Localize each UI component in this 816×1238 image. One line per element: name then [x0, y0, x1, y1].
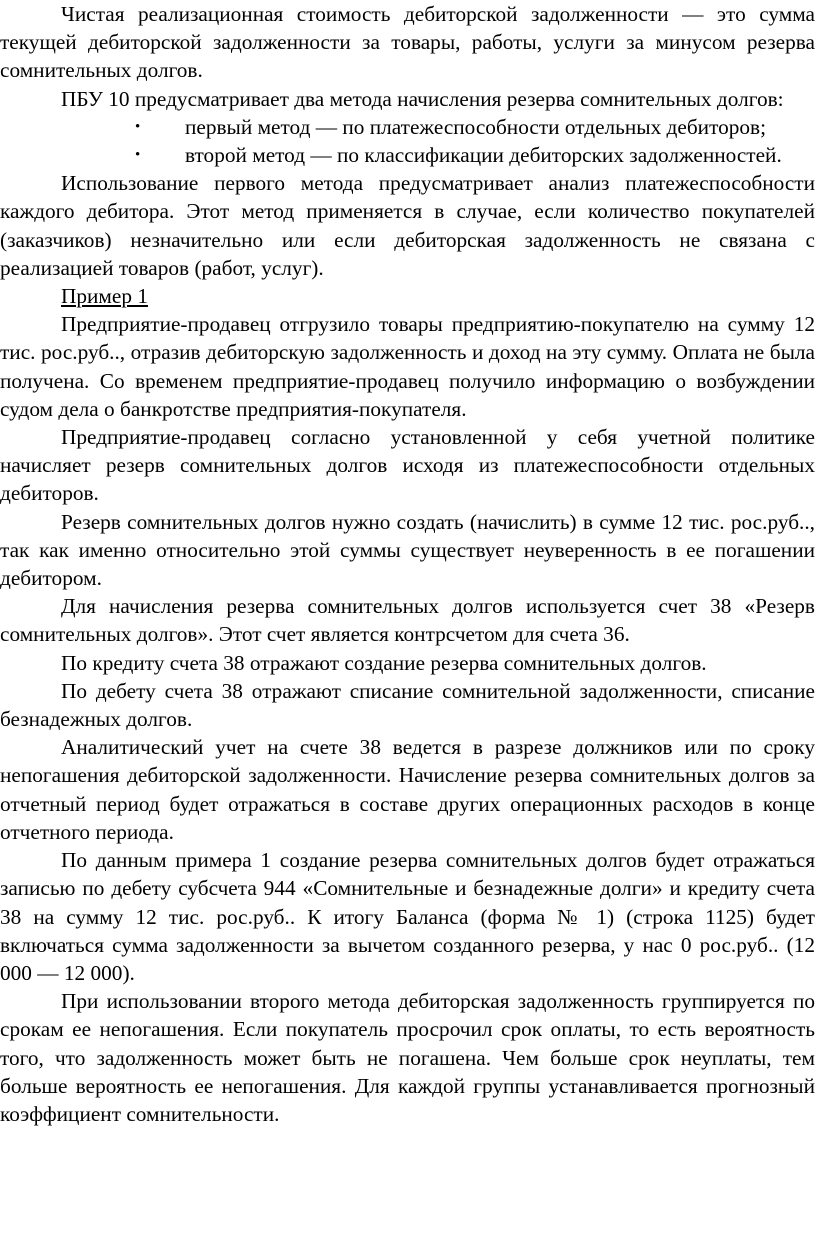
list-item-text: второй метод — по классификации дебиторских задолженностей. — [185, 143, 782, 168]
paragraph-analytical-accounting: Аналитический учет на счете 38 ведется в разрезе должников или по сроку непогашения дебиторской задолженности. Начисление резерва сомнительных долгов за отчетный период будет отражаться в составе других операционных расходов в конце отчетного периода. — [0, 735, 815, 844]
bullet-icon: • — [135, 118, 141, 135]
paragraph-example-shipment: Предприятие-продавец отгрузило товары предприятию-покупателю на сумму 12 тис. рос.руб.., отразив дебиторскую задолженность и доход на эту сумму. Оплата не была получена. Со временем предприятие-продавец получило информацию о возбуждении судом дела о банкротстве предприятия-покупателя. — [0, 312, 815, 421]
paragraph-net-value: Чистая реализационная стоимость дебиторской задолженности — это сумма текущей дебиторской задолженности за товары, работы, услуги за минусом резерва сомнительных долгов. — [0, 2, 815, 83]
list-item-second-method — [61, 141, 815, 169]
bullet-icon: • — [135, 147, 141, 164]
list-item-text: первый метод — по платежеспособности отдельных дебиторов; — [185, 114, 767, 139]
paragraph-account-38: Для начисления резерва сомнительных долгов используется счет 38 «Резерв сомнительных долгов». Этот счет является контрсчетом для счета 36. — [0, 594, 815, 647]
paragraph-first-method-use: Использование первого метода предусматривает анализ платежеспособности каждого дебитора. Этот метод применяется в случае, если количество покупателей (заказчиков) незначительно или если дебиторская задолженность не связана с реализацией товаров (работ, услуг). — [0, 171, 815, 280]
paragraph-example-entry: По данным примера 1 создание резерва сомнительных долгов будет отражаться записью по дебету субсчета 944 «Сомнительные и безнадежные долги» и кредиту счета 38 на сумму 12 тис. рос.руб.. К итогу Баланса (форма № 1) (строка 1125) будет включаться сумма задолженности за вычетом созданного резерва, у нас 0 рос.руб.. (12 000 — 12 000). — [0, 848, 815, 985]
methods-list — [0, 113, 815, 169]
list-item-first-method — [61, 113, 815, 141]
paragraph-debit-38: По дебету счета 38 отражают списание сомнительной задолженности, списание безнадежных долгов. — [0, 678, 815, 732]
paragraph-policy: Предприятие-продавец согласно установленной у себя учетной политике начисляет резерв сомнительных долгов исходя из платежеспособности отдельных дебиторов. — [0, 425, 815, 506]
paragraph-second-method: При использовании второго метода дебиторская задолженность группируется по срокам ее непогашения. Если покупатель просрочил срок оплаты, то есть вероятность того, что задолженность может быть не погашена. Чем больше срок неуплаты, тем больше вероятность ее непогашения. Для каждой группы устанавливается прогнозный коэффициент сомнительности. — [0, 989, 815, 1126]
paragraph-reserve-amount: Резерв сомнительных долгов нужно создать (начислить) в сумме 12 тис. рос.руб.., так как именно относительно этой суммы существует неуверенность в ее погашении дебитором. — [0, 509, 815, 591]
paragraph-pbu10: ПБУ 10 предусматривает два метода начисления резерва сомнительных долгов: — [61, 86, 784, 111]
example-title: Пример 1 — [61, 284, 148, 309]
paragraph-credit-38: По кредиту счета 38 отражают создание резерва сомнительных долгов. — [61, 650, 707, 675]
